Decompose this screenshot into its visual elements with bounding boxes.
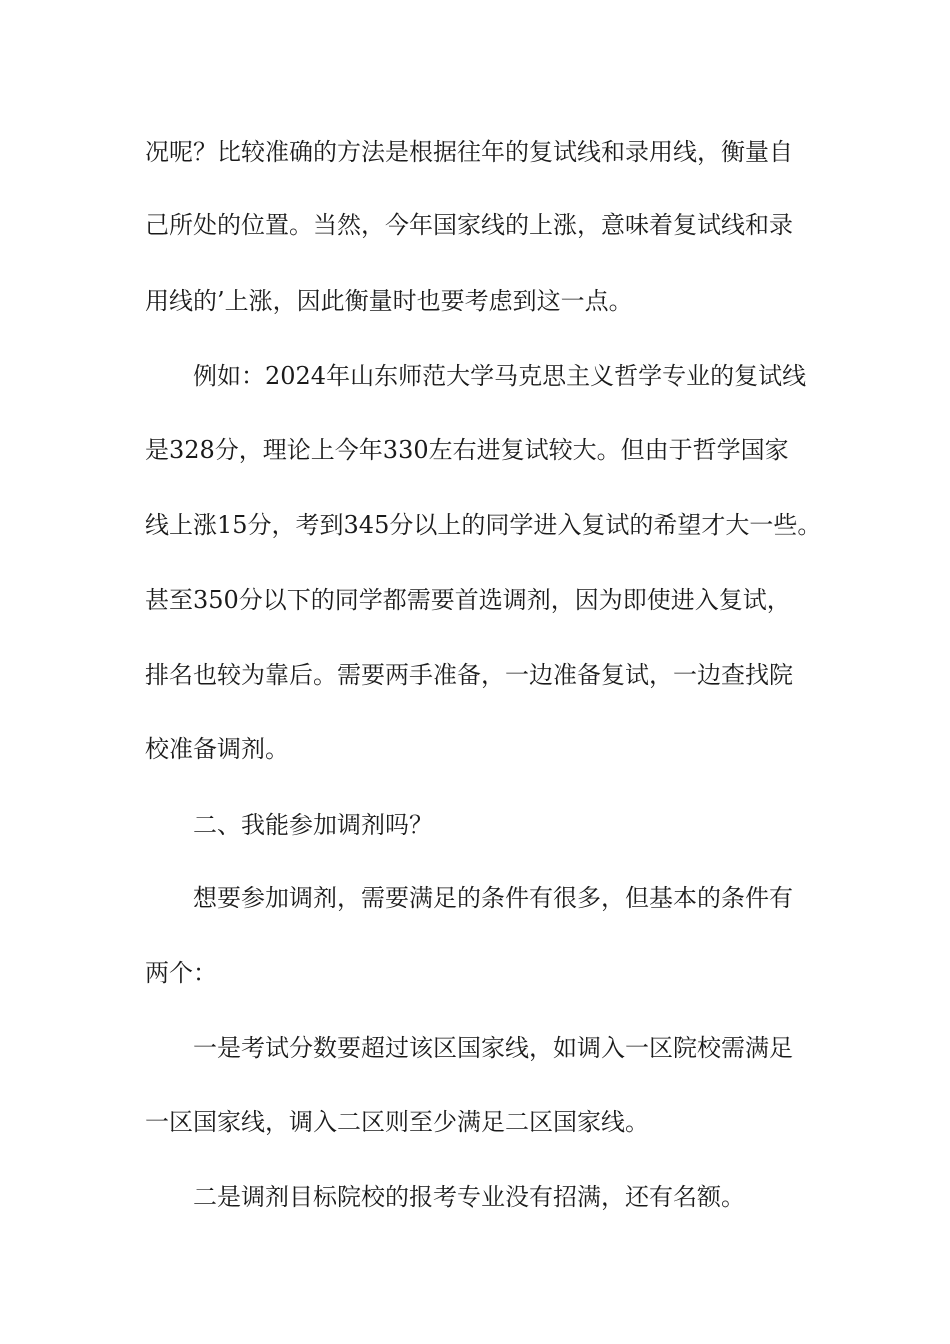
paragraph-line: 两个： [145, 959, 217, 987]
paragraph-line: 一区国家线，调入二区则至少满足二区国家线。 [145, 1108, 649, 1136]
paragraph-line: 线上涨15分，考到345分以上的同学进入复试的希望才大一些。 [145, 511, 822, 539]
paragraph-line: 二是调剂目标院校的报考专业没有招满，还有名额。 [193, 1183, 745, 1211]
paragraph-line: 例如：2024年山东师范大学马克思主义哲学专业的复试线 [193, 362, 807, 390]
section-heading: 二、我能参加调剂吗？ [193, 811, 433, 839]
paragraph-line: 是328分，理论上今年330左右进复试较大。但由于哲学国家 [145, 436, 789, 464]
paragraph-line: 用线的’上涨，因此衡量时也要考虑到这一点。 [145, 287, 633, 315]
paragraph-line: 甚至350分以下的同学都需要首选调剂，因为即使进入复试， [145, 586, 791, 614]
paragraph-line: 况呢？比较准确的方法是根据往年的复试线和录用线，衡量自 [145, 138, 793, 166]
paragraph-line: 排名也较为靠后。需要两手准备，一边准备复试，一边查找院 [145, 661, 793, 689]
paragraph-line: 己所处的位置。当然，今年国家线的上涨，意味着复试线和录 [145, 211, 793, 239]
paragraph-line: 想要参加调剂，需要满足的条件有很多，但基本的条件有 [193, 884, 793, 912]
paragraph-line: 校准备调剂。 [145, 735, 289, 763]
paragraph-line: 一是考试分数要超过该区国家线，如调入一区院校需满足 [193, 1034, 793, 1062]
